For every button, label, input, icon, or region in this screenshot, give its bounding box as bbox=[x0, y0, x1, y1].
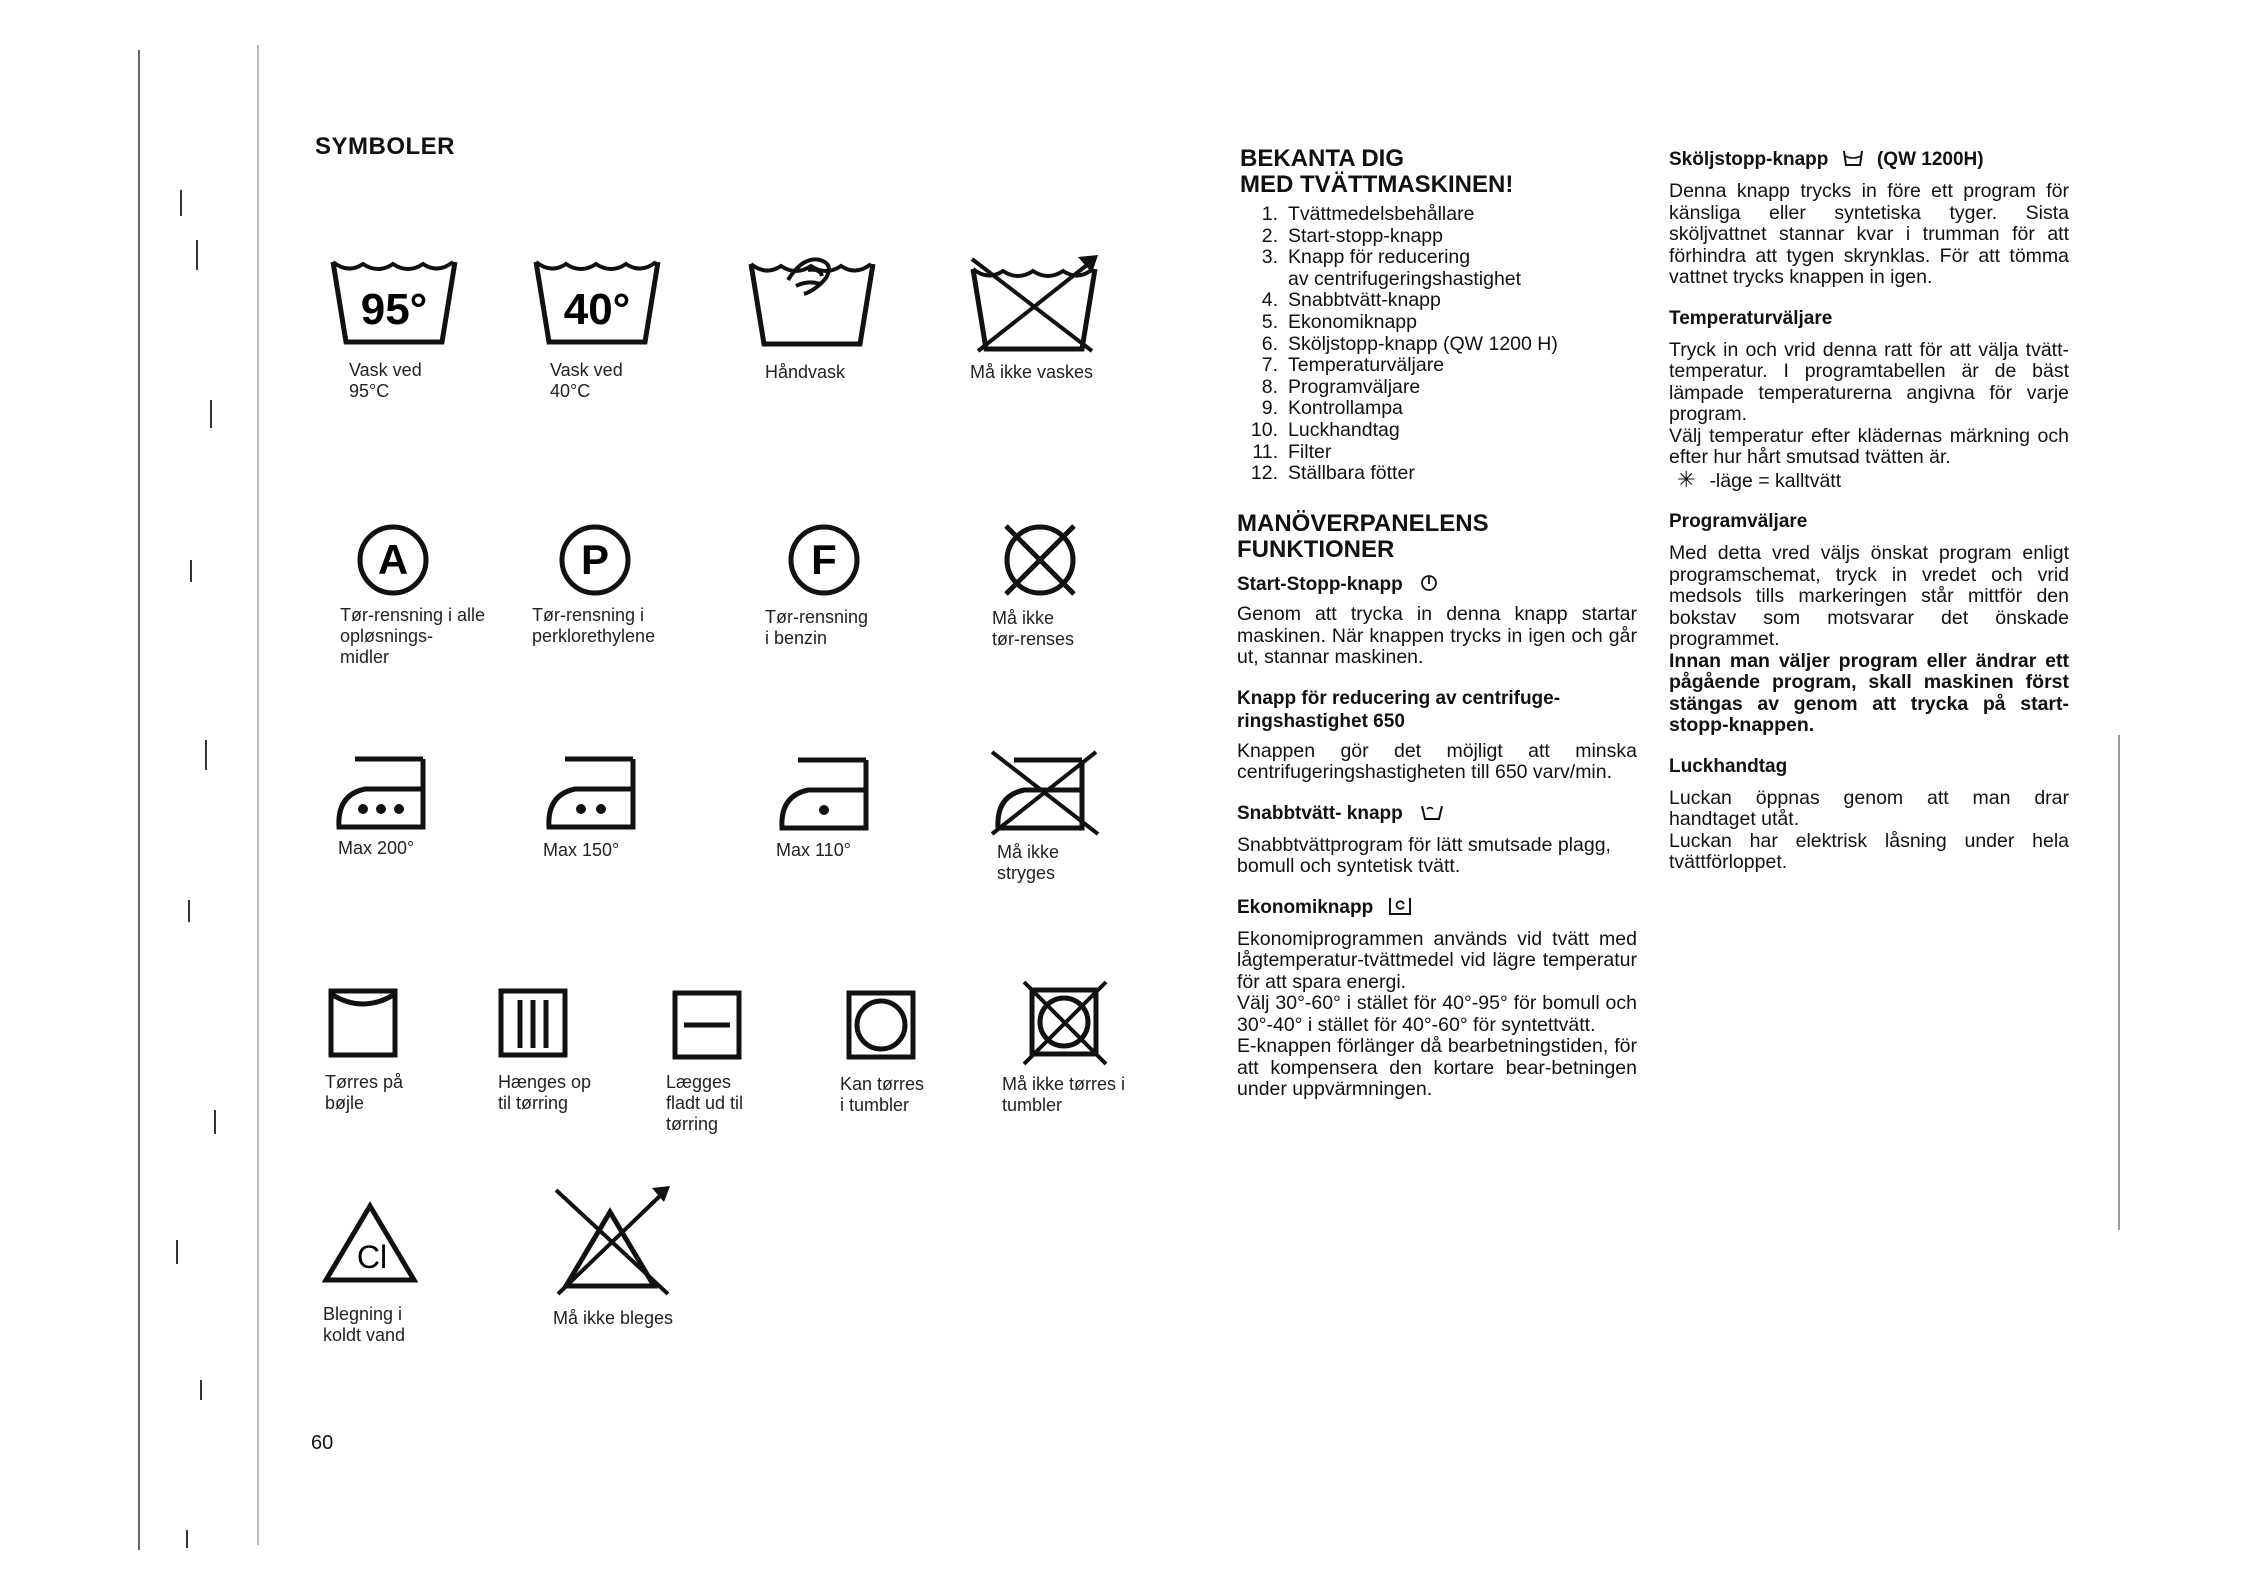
caption-do-not-tumble-dry: Må ikke tørres i tumbler bbox=[1002, 1074, 1126, 1115]
quick-wash-heading: Snabbtvätt- knapp bbox=[1237, 802, 1637, 825]
caption-bleach-cold: Blegning i koldt vand bbox=[323, 1304, 406, 1345]
eco-text-3: E-knappen förlänger då bearbetningstiden, för att kompensera den kortare bear-betningen under uppvärmningen. bbox=[1237, 1035, 1637, 1100]
caption-dry-flat: Lægges fladt ud til tørring bbox=[666, 1072, 744, 1134]
list-item: 4. Snabbtvätt-knapp bbox=[1261, 289, 1441, 312]
caption-dry-on-hanger: Tørres på bøjle bbox=[325, 1072, 404, 1113]
caption-iron-110: Max 110° bbox=[776, 840, 851, 860]
intro-title-line1: BEKANTA DIG bbox=[1240, 145, 1404, 172]
caption-do-not-bleach: Må ikke bleges bbox=[553, 1308, 674, 1328]
dry-clean-letter: P bbox=[580, 536, 610, 583]
list-item: 3. Knapp för reducering bbox=[1261, 246, 1471, 269]
iron-110-icon bbox=[778, 756, 870, 832]
do-not-wash-icon bbox=[970, 255, 1100, 355]
door-text-2: Luckan har elektrisk låsning under hela tvättförloppet. bbox=[1669, 829, 2069, 873]
door-text-1: Luckan öppnas genom att man drar handtaget utåt. bbox=[1669, 786, 2069, 830]
power-icon bbox=[1420, 574, 1438, 592]
spin-heading: Knapp för reducering av centrifuge-ringshastighet 650 bbox=[1237, 687, 1561, 732]
caption-hand-wash: Håndvask bbox=[765, 362, 846, 382]
caption-wash-95: Vask ved 95°C bbox=[349, 360, 422, 401]
list-item: 10. Luckhandtag bbox=[1250, 418, 1400, 441]
dry-clean-f-icon bbox=[786, 522, 862, 598]
caption-wash-40: Vask ved 40°C bbox=[550, 360, 623, 401]
wash-40-icon bbox=[533, 258, 663, 348]
start-stop-text: Genom att trycka in denna knapp startar maskinen. När knappen trycks in igen och går ut, stannar maskinen. bbox=[1237, 603, 1637, 668]
temperature-text-1: Tryck in och vrid denna ratt för att välja tvätt-temperatur. I programtabellen är de bäst lämpade temperaturerna angivna för varje program. bbox=[1669, 338, 2069, 425]
eco-text-2: Välj 30°-60° i stället för 40°-95° för bomull och 30°-40° i stället för 40°-60° för syntettvätt. bbox=[1237, 992, 1637, 1036]
program-heading: Programväljare bbox=[1669, 511, 1808, 532]
intro-title-line2: MED TVÄTTMASKINEN! bbox=[1240, 171, 1514, 198]
do-not-bleach-icon bbox=[552, 1186, 672, 1298]
door-heading: Luckhandtag bbox=[1669, 755, 1788, 777]
program-text-1: Med detta vred väljs önskat program enligt programschemat, tryck in vredet och vrid medsols tills markeringen står mittför den bokstav som motsvarar det önskade programmet. bbox=[1669, 542, 2069, 650]
panel-section bbox=[1237, 511, 1637, 1101]
caption-do-not-iron: Må ikke stryges bbox=[997, 842, 1060, 883]
list-item: 9. Kontrollampa bbox=[1261, 397, 1403, 420]
do-not-dry-clean-icon bbox=[998, 518, 1082, 602]
caption-dry-clean-f: Tør-rensning i benzin bbox=[765, 607, 869, 648]
caption-dry-clean-p: Tør-rensning i perklorethylene bbox=[532, 605, 656, 646]
hang-to-dry-icon bbox=[498, 988, 568, 1058]
caption-tumble-dry: Kan tørres i tumbler bbox=[840, 1074, 925, 1115]
caption-hang-to-dry: Hænges op til tørring bbox=[498, 1072, 592, 1113]
hand-wash-icon bbox=[748, 250, 878, 350]
program-text-2: Innan man väljer program eller ändrar ett pågående program, skall maskinen först stängas av genom att trycka på start-stopp-knappen. bbox=[1669, 649, 2069, 736]
symbols-title: SYMBOLER bbox=[315, 133, 456, 160]
do-not-tumble-dry-icon bbox=[1020, 980, 1110, 1066]
rinse-stop-text: Denna knapp trycks in före ett program för känsliga eller syntetiska tyger. Sista sköljvattnet stannar kvar i trumman för att förhindra att tygen skrynklas. För att tömma vattnet trycks knappen in igen. bbox=[1669, 180, 2069, 288]
list-item: 5. Ekonomiknapp bbox=[1261, 310, 1417, 333]
quick-wash-text: Snabbtvättprogram för lätt smutsade plagg, bomull och syntetisk tvätt. bbox=[1237, 833, 1611, 877]
quick-wash-icon bbox=[1420, 803, 1444, 821]
dry-on-hanger-icon bbox=[328, 988, 398, 1058]
caption-dry-clean-a: Tør-rensning i alle opløsnings- midler bbox=[340, 605, 486, 667]
caption-do-not-dry-clean: Må ikke tør-renses bbox=[992, 608, 1075, 649]
list-item: 8. Programväljare bbox=[1261, 375, 1421, 398]
eco-heading: Ekonomiknapp bbox=[1237, 896, 1637, 919]
eco-icon bbox=[1388, 896, 1412, 916]
wash-temp-text: 40° bbox=[563, 285, 631, 334]
snowflake-icon: ✳ bbox=[1677, 466, 1696, 492]
list-item: 12. Ställbara fötter bbox=[1250, 462, 1415, 485]
list-item: 7. Temperaturväljare bbox=[1261, 354, 1445, 377]
dry-clean-letter: F bbox=[811, 536, 837, 583]
rinse-stop-icon bbox=[1842, 149, 1864, 167]
intro-section bbox=[1240, 146, 1640, 485]
panel-title-line2: FUNKTIONER bbox=[1237, 536, 1395, 563]
cold-wash-line: ✳ -läge = kalltvätt bbox=[1677, 466, 1842, 492]
temperature-text-2: Välj temperatur efter klädernas märkning och efter hur hårt smutsad tvätten är. bbox=[1669, 424, 2069, 468]
list-item: 2. Start-stopp-knapp bbox=[1261, 224, 1444, 247]
dry-flat-icon bbox=[672, 990, 742, 1060]
tumble-dry-icon bbox=[846, 990, 916, 1060]
dry-clean-p-icon bbox=[557, 522, 633, 598]
start-stop-heading: Start-Stopp-knapp bbox=[1237, 573, 1637, 596]
right-section bbox=[1669, 148, 2069, 874]
do-not-iron-icon bbox=[988, 748, 1100, 838]
dry-clean-a-icon bbox=[355, 522, 431, 598]
bleach-cold-icon bbox=[322, 1200, 418, 1284]
parts-list bbox=[1240, 204, 1640, 485]
list-item: 1. Tvättmedelsbehållare bbox=[1261, 203, 1475, 225]
page-edge-line bbox=[2118, 735, 2120, 1230]
eco-text-1: Ekonomiprogrammen används vid tvätt med lågtemperatur-tvättmedel vid lägre temperatur för att spara energi. bbox=[1237, 927, 1637, 993]
wash-95-icon bbox=[330, 258, 460, 348]
temperature-heading: Temperaturväljare bbox=[1669, 307, 1833, 329]
caption-iron-200: Max 200° bbox=[338, 838, 415, 858]
list-item: av centrifugeringshastighet bbox=[1288, 267, 1522, 290]
rinse-stop-heading: Sköljstopp-knapp (QW 1200H) bbox=[1669, 149, 1984, 170]
panel-title-line1: MANÖVERPANELENS bbox=[1237, 510, 1489, 537]
page-number: 60 bbox=[311, 1432, 334, 1454]
iron-150-icon bbox=[545, 755, 637, 831]
bleach-text: Cl bbox=[356, 1239, 388, 1275]
wash-temp-text: 95° bbox=[360, 285, 428, 334]
caption-do-not-wash: Må ikke vaskes bbox=[970, 362, 1094, 382]
iron-200-icon bbox=[335, 755, 427, 831]
spin-text: Knappen gör det möjligt att minska centrifugeringshastigheten till 650 varv/min. bbox=[1237, 739, 1637, 783]
binding-edge bbox=[0, 40, 262, 1550]
list-item: 6. Sköljstopp-knapp (QW 1200 H) bbox=[1261, 332, 1558, 355]
list-item: 11. Filter bbox=[1252, 440, 1332, 463]
caption-iron-150: Max 150° bbox=[543, 840, 620, 860]
dry-clean-letter: A bbox=[377, 536, 409, 583]
page-gutter-line bbox=[257, 45, 259, 1545]
